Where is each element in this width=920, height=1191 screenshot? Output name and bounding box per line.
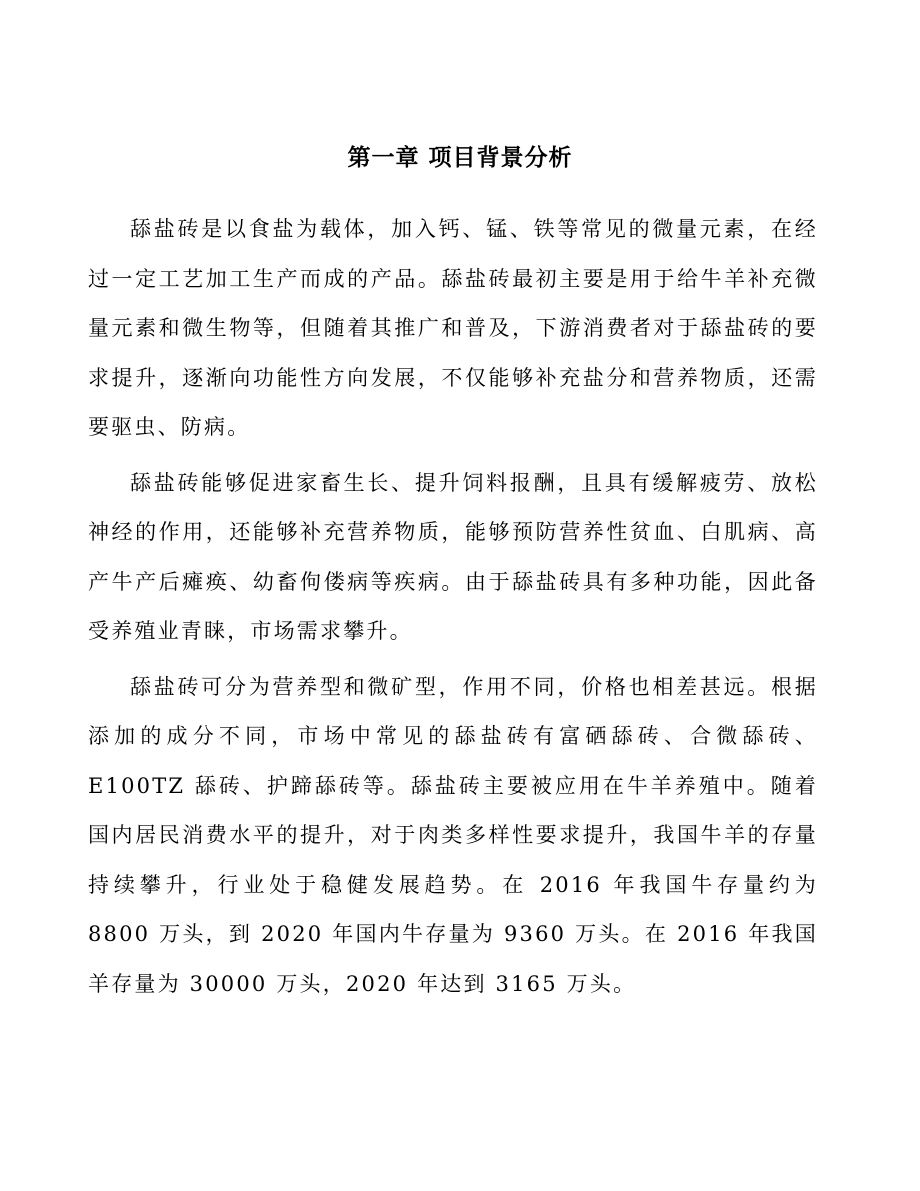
paragraph-1: 舔盐砖是以食盐为载体，加入钙、锰、铁等常见的微量元素，在经过一定工艺加工生产而成的产品。舔盐砖最初主要是用于给牛羊补充微量元素和微生物等，但随着其推广和普及，下游消费者对于舔盐砖的要求提升，逐渐向功能性方向发展，不仅能够补充盐分和营养物质，还需要驱虫、防病。: [88, 217, 818, 439]
body-text: [88, 205, 818, 1015]
paragraph-3: 舔盐砖可分为营养型和微矿型，作用不同，价格也相差甚远。根据添加的成分不同，市场中常见的舔盐砖有富硒舔砖、合微舔砖、E100TZ 舔砖、护蹄舔砖等。舔盐砖主要被应用在牛羊养殖中。随着国内居民消费水平的提升，对于肉类多样性要求提升，我国牛羊的存量持续攀升，行业处于稳健发展趋势。在 2016 年我国牛存量约为 8800 万头，到 2020 年国内牛存量为 9360 万头。在 2016 年我国羊存量为 30000 万头，2020 年达到 3165 万头。: [88, 674, 818, 996]
chapter-title: 第一章 项目背景分析: [347, 145, 573, 171]
paragraph-2: 舔盐砖能够促进家畜生长、提升饲料报酬，且具有缓解疲劳、放松神经的作用，还能够补充营养物质，能够预防营养性贫血、白肌病、高产牛产后瘫痪、幼畜佝偻病等疾病。由于舔盐砖具有多种功能，因此备受养殖业青睐，市场需求攀升。: [88, 470, 818, 643]
